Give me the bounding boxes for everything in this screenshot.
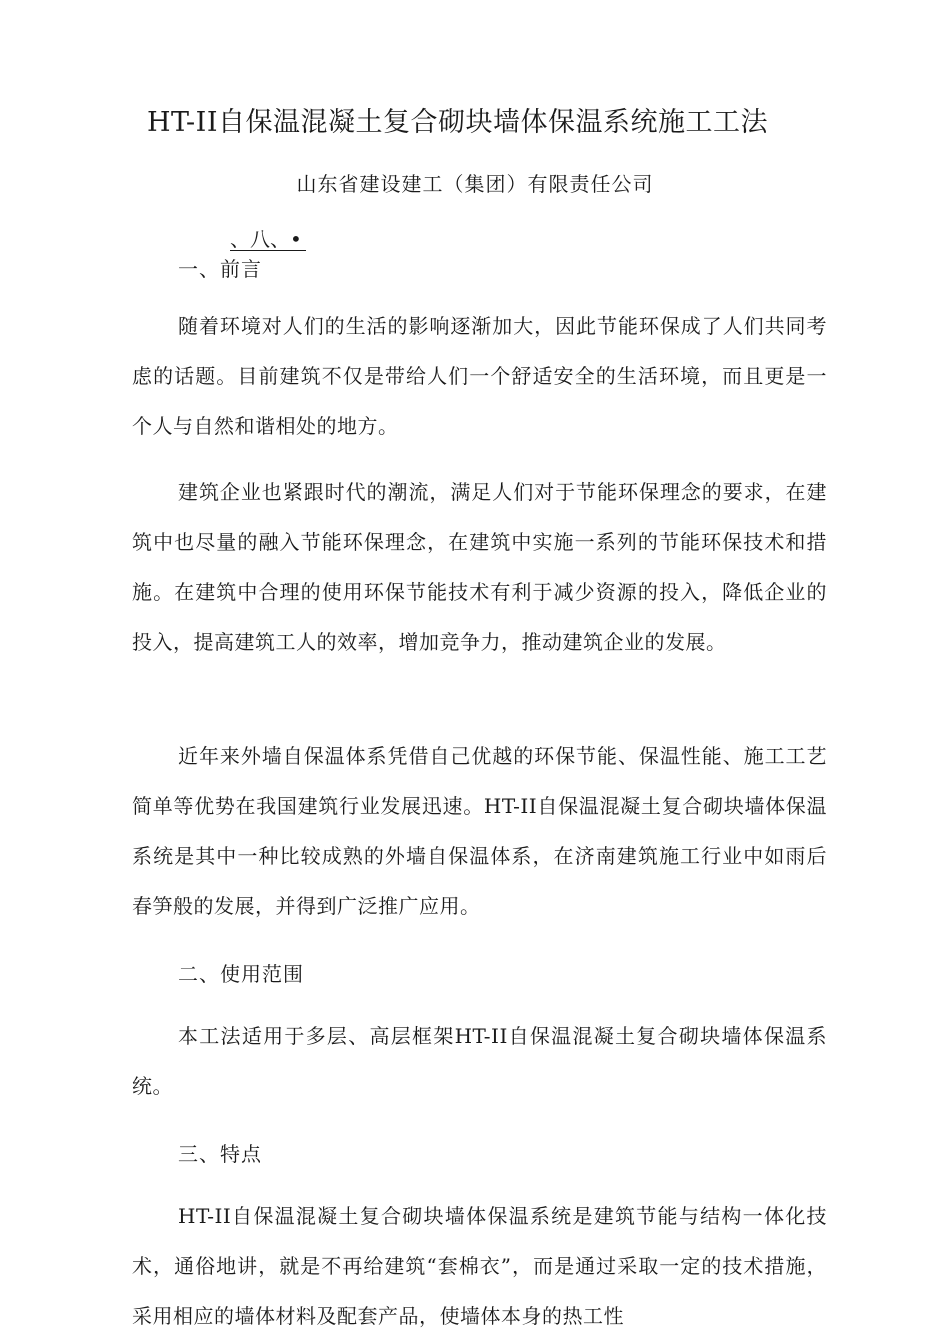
scan-artifact-text: 、八、• <box>230 228 306 251</box>
paragraph: 近年来外墙自保温体系凭借自己优越的环保节能、保温性能、施工工艺简单等优势在我国建筑行业发展迅速。HT-II自保温混凝土复合砌块墙体保温系统是其中一种比较成熟的外墙自保温体系，在济南建筑施工行业中如雨后春笋般的发展，并得到广泛推广应用。 <box>132 744 827 918</box>
section-heading-preface: 一、前言 <box>178 257 262 281</box>
paragraph: 建筑企业也紧跟时代的潮流，满足人们对于节能环保理念的要求，在建筑中也尽量的融入节能环保理念，在建筑中实施一系列的节能环保技术和措施。在建筑中合理的使用环保节能技术有利于减少资源的投入，降低企业的投入，提高建筑工人的效率，增加竞争力，推动建筑企业的发展。 <box>132 480 827 654</box>
section-heading-features: 三、特点 <box>178 1142 262 1166</box>
document-title: HT-II自保温混凝土复合砌块墙体保温系统施工工法 <box>146 107 769 138</box>
paragraph: HT-II自保温混凝土复合砌块墙体保温系统是建筑节能与结构一体化技术，通俗地讲，就是不再给建筑“套棉衣”，而是通过采取一定的技术措施，采用相应的墙体材料及配套产品，使墙体本身的热工性 <box>132 1204 827 1328</box>
section-heading-scope: 二、使用范围 <box>178 962 304 986</box>
paragraph: 随着环境对人们的生活的影响逐渐加大，因此节能环保成了人们共同考虑的话题。目前建筑不仅是带给人们一个舒适安全的生活环境，而且更是一个人与自然和谐相处的地方。 <box>132 314 827 438</box>
paragraph: 本工法适用于多层、高层框架HT-II自保温混凝土复合砌块墙体保温系统。 <box>132 1024 827 1098</box>
company-name: 山东省建设建工（集团）有限责任公司 <box>296 172 654 196</box>
